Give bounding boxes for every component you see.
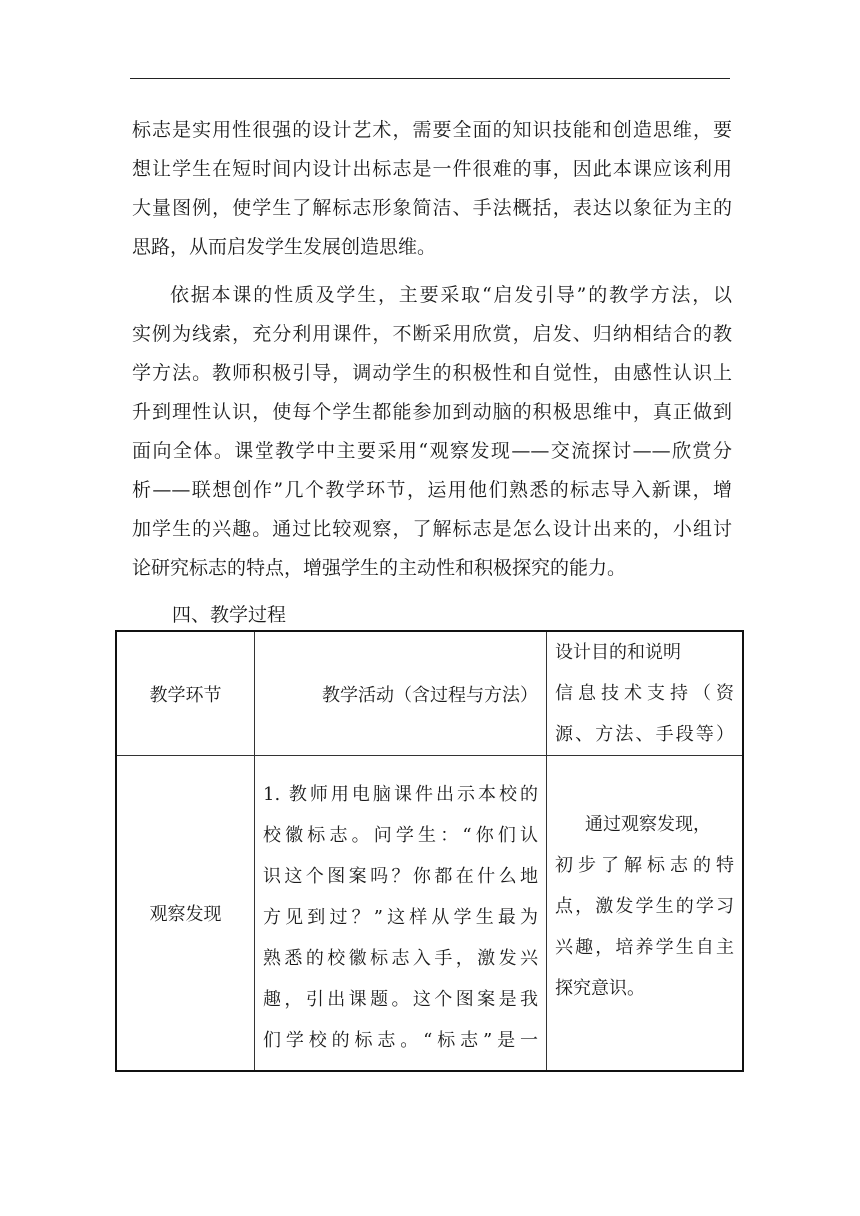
- purpose-line: 探究意识。: [555, 977, 645, 999]
- stage-cell: 观察发现: [116, 756, 255, 1072]
- paragraph-line: 学方法。教师积极引导，调动学生的积极性和自觉性，由感性认识上: [132, 362, 732, 384]
- paragraph-line: 大量图例，使学生了解标志形象简洁、手法概括，表达以象征为主的: [132, 197, 732, 219]
- teaching-process-table: [115, 630, 744, 1072]
- activity-line: 1. 教师用电脑课件出示本校的: [263, 783, 538, 805]
- paragraph-line: 升到理性认识，使每个学生都能参加到动脑的积极思维中，真正做到: [132, 401, 732, 423]
- activity-line: 们学校的标志。“标志”是一: [263, 1029, 538, 1051]
- paragraph-2: [132, 276, 732, 588]
- paragraph-line: 面向全体。课堂教学中主要采用“观察发现——交流探讨——欣赏分: [132, 440, 732, 462]
- paragraph-line: 论研究标志的特点，增强学生的主动性和积极探究的能力。: [132, 557, 627, 579]
- header-cell-activity: 教学活动（含过程与方法）: [255, 631, 547, 756]
- paragraph-1: [132, 111, 732, 267]
- paragraph-line: 实例为线索，充分利用课件，不断采用欣赏，启发、归纳相结合的教: [132, 323, 732, 345]
- activity-line: 熟悉的校徽标志入手，激发兴: [263, 947, 538, 969]
- purpose-line: 点，激发学生的学习: [555, 895, 734, 917]
- activity-line: 识这个图案吗？你都在什么地: [263, 865, 538, 887]
- section-heading: 四、教学过程: [172, 604, 287, 626]
- paragraph-line: 思路，从而启发学生发展创造思维。: [132, 236, 437, 258]
- paragraph-line: 标志是实用性很强的设计艺术，需要全面的知识技能和创造思维，要: [132, 119, 732, 141]
- header-purpose-line: 信息技术支持（资: [555, 683, 734, 704]
- header-cell-stage: 教学环节: [116, 631, 255, 756]
- purpose-line: 兴趣，培养学生自主: [555, 936, 734, 958]
- purpose-line: 通过观察发现，: [585, 813, 711, 835]
- header-purpose-line: 源、方法、手段等）: [555, 724, 734, 745]
- activity-cell: [255, 756, 547, 1072]
- header-cell-purpose: [547, 631, 744, 756]
- table-header-row: [116, 631, 743, 756]
- activity-line: 方见到过？”这样从学生最为: [263, 906, 538, 928]
- header-rule: [130, 78, 730, 79]
- purpose-line: 初步了解标志的特: [555, 854, 734, 876]
- paragraph-line: 依据本课的性质及学生，主要采取“启发引导”的教学方法，以: [170, 284, 732, 306]
- purpose-cell: [547, 756, 744, 1072]
- header-purpose-line: 设计目的和说明: [555, 642, 681, 663]
- paragraph-line: 加学生的兴趣。通过比较观察，了解标志是怎么设计出来的，小组讨: [132, 518, 732, 540]
- activity-line: 趣，引出课题。这个图案是我: [263, 988, 538, 1010]
- table-row: [116, 756, 743, 1072]
- paragraph-line: 想让学生在短时间内设计出标志是一件很难的事，因此本课应该利用: [132, 158, 732, 180]
- activity-line: 校徽标志。问学生：“你们认: [263, 824, 538, 846]
- paragraph-line: 析——联想创作”几个教学环节，运用他们熟悉的标志导入新课，增: [132, 479, 732, 501]
